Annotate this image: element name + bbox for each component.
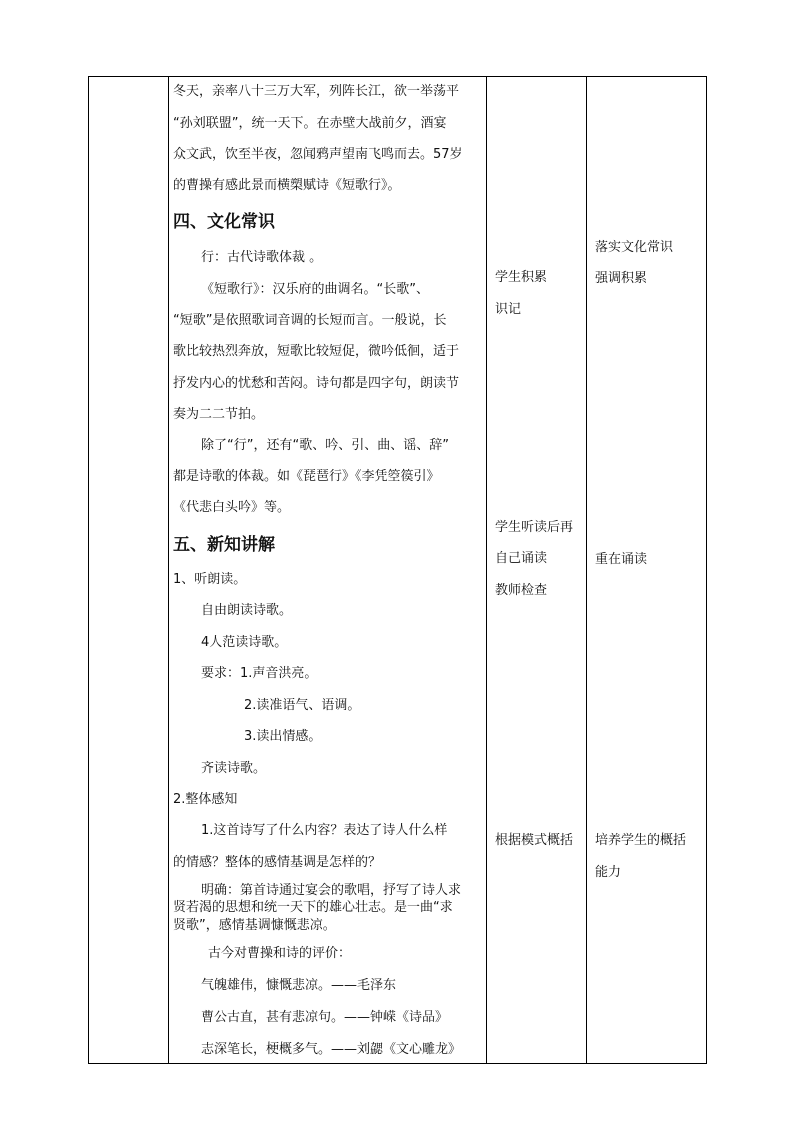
- design-intent-line: 能力: [595, 865, 622, 880]
- content-line: 《短歌行》：汉乐府的曲调名。“长歌”、: [201, 282, 429, 297]
- content-line: 气魄雄伟，慷慨悲凉。——毛泽东: [201, 978, 397, 993]
- content-line: 自由朗读诗歌。: [201, 603, 293, 618]
- content-line: 《代悲白头吟》等。: [173, 500, 291, 515]
- content-line: 都是诗歌的体裁。如《琵琶行》《李凭箜篌引》: [173, 469, 440, 484]
- content-line: “短歌”是依照歌词音调的长短而言。一般说，长: [173, 313, 447, 328]
- content-line: 明确：第首诗通过宴会的歌唱，抒写了诗人求: [201, 883, 462, 898]
- content-line: 2.读准语气、语调。: [244, 698, 361, 713]
- content-line: 众文武，饮至半夜，忽闻鸦声望南飞鸣而去。57岁: [173, 147, 463, 162]
- section-heading-4: 四、文化常识: [173, 212, 275, 232]
- design-intent-line: 强调积累: [595, 271, 648, 286]
- section-heading-5: 五、新知讲解: [173, 535, 275, 555]
- content-line: 1、听朗读。: [173, 572, 247, 587]
- design-intent-line: 培养学生的概括: [595, 833, 687, 848]
- content-line: 4人范读诗歌。: [201, 635, 288, 650]
- design-intent-line: 重在诵读: [595, 552, 648, 567]
- content-line: 冬天，亲率八十三万大军，列阵长江，欲一举荡平: [173, 84, 460, 99]
- content-line: 的曹操有感此景而横槊赋诗《短歌行》。: [173, 178, 401, 193]
- content-line: 的情感？整体的感情基调是怎样的？: [173, 855, 382, 870]
- content-line: “孙刘联盟”，统一天下。在赤壁大战前夕，酒宴: [173, 116, 447, 131]
- content-line: 歌比较热烈奔放，短歌比较短促，微吟低徊，适于: [173, 344, 460, 359]
- content-line: 古今对曹操和诗的评价：: [208, 946, 352, 961]
- column-divider-1: [168, 77, 169, 1063]
- student-activity-line: 自己诵读: [495, 551, 548, 566]
- design-intent-line: 落实文化常识: [595, 240, 674, 255]
- student-activity-line: 识记: [495, 302, 522, 317]
- student-activity-line: 教师检查: [495, 583, 548, 598]
- content-line: 行：古代诗歌体裁 。: [201, 250, 323, 265]
- content-line: 齐读诗歌。: [201, 761, 267, 776]
- column-divider-3: [586, 77, 587, 1063]
- content-line: 要求：1.声音洪亮。: [201, 666, 318, 681]
- content-line: 除了“行”，还有“歌、吟、引、曲、谣、辞”: [201, 438, 449, 453]
- student-activity-line: 学生听读后再: [495, 520, 574, 535]
- content-line: 贤歌”，感情基调慷慨悲凉。: [173, 918, 336, 933]
- student-activity-line: 学生积累: [495, 270, 548, 285]
- column-divider-2: [486, 77, 487, 1063]
- content-line: 贤若渴的思想和统一天下的雄心壮志。是一曲“求: [173, 900, 453, 915]
- content-line: 2.整体感知: [173, 792, 238, 807]
- content-line: 曹公古直，甚有悲凉句。——钟嵘《诗品》: [201, 1010, 449, 1025]
- content-line: 志深笔长，梗概多气。——刘勰《文心雕龙》: [201, 1042, 462, 1057]
- content-line: 3.读出情感。: [244, 729, 322, 744]
- content-line: 奏为二二节拍。: [173, 407, 265, 422]
- student-activity-line: 根据模式概括: [495, 833, 574, 848]
- content-line: 抒发内心的忧愁和苦闷。诗句都是四字句，朗读节: [173, 376, 460, 391]
- content-line: 1.这首诗写了什么内容？表达了诗人什么样: [201, 823, 448, 838]
